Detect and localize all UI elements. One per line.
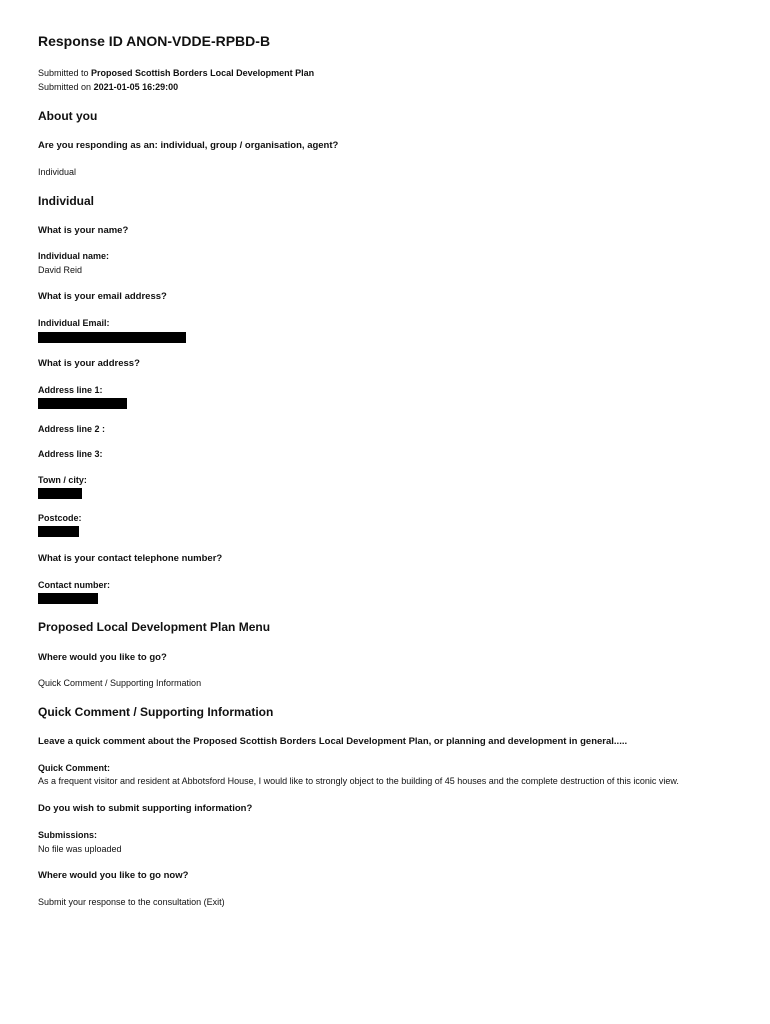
- submissions-label: Submissions:: [38, 830, 98, 840]
- address-question: What is your address?: [38, 358, 140, 369]
- about-question: Are you responding as an: individual, group / organisation, agent?: [38, 140, 339, 151]
- email-label: Individual Email:: [38, 318, 110, 328]
- phone-question: What is your contact telephone number?: [38, 553, 223, 564]
- next-answer: Submit your response to the consultation (Exit): [38, 897, 225, 907]
- phone-label: Contact number:: [38, 580, 110, 590]
- postcode-label: Postcode:: [38, 513, 82, 523]
- town-label: Town / city:: [38, 475, 87, 485]
- name-question: What is your name?: [38, 225, 129, 236]
- comment-value: As a frequent visitor and resident at Abbotsford House, I would like to strongly object to the building of 45 houses and the complete destruction of this iconic view.: [38, 776, 679, 786]
- address1-label: Address line 1:: [38, 385, 103, 395]
- submitted-to-line: [38, 68, 314, 78]
- name-value: David Reid: [38, 265, 83, 275]
- individual-heading: Individual: [38, 194, 95, 208]
- submitted-to-value: Proposed Scottish Borders Local Development Plan: [91, 68, 315, 78]
- email-question: What is your email address?: [38, 291, 167, 302]
- menu-answer: Quick Comment / Supporting Information: [38, 678, 202, 688]
- menu-heading: Proposed Local Development Plan Menu: [38, 620, 271, 634]
- about-answer: Individual: [38, 167, 77, 177]
- address3-label: Address line 3:: [38, 449, 103, 459]
- menu-question: Where would you like to go?: [38, 652, 167, 663]
- next-question: Where would you like to go now?: [38, 870, 189, 881]
- phone-redaction: [38, 593, 98, 604]
- submitted-on-label: Submitted on: [38, 82, 92, 92]
- quick-question: Leave a quick comment about the Proposed Scottish Borders Local Development Plan, or planning and development in general.....: [38, 736, 628, 747]
- address1-redaction: [38, 398, 127, 409]
- comment-label: Quick Comment:: [38, 763, 111, 773]
- quick-heading: Quick Comment / Supporting Information: [38, 705, 274, 719]
- response-title: Response ID ANON-VDDE-RPBD-B: [38, 33, 271, 49]
- address2-label: Address line 2 :: [38, 424, 106, 434]
- email-redaction: [38, 332, 186, 343]
- submissions-value: No file was uploaded: [38, 844, 122, 854]
- support-question: Do you wish to submit supporting information?: [38, 803, 253, 814]
- submitted-on-value: 2021-01-05 16:29:00: [93, 82, 179, 92]
- name-label: Individual name:: [38, 251, 110, 261]
- about-heading: About you: [38, 109, 98, 123]
- submitted-to-label: Submitted to: [38, 68, 89, 78]
- submitted-on-line: [38, 82, 178, 92]
- postcode-redaction: [38, 526, 79, 537]
- town-redaction: [38, 488, 82, 499]
